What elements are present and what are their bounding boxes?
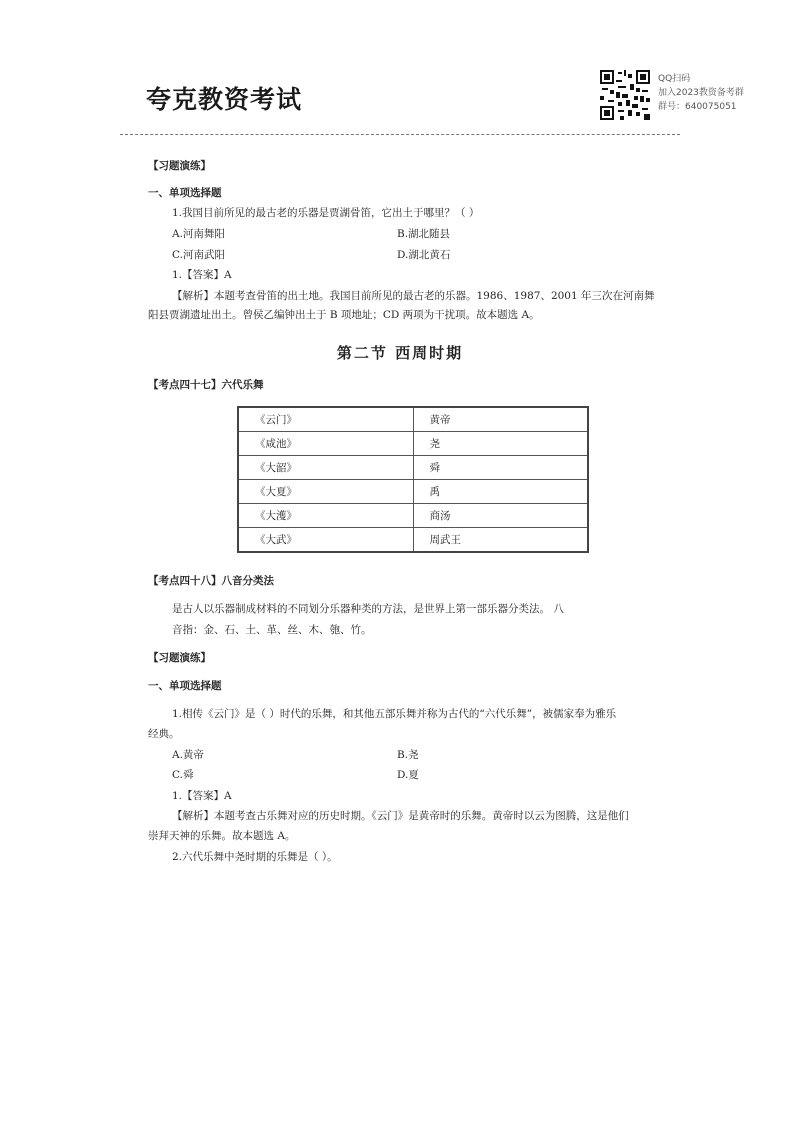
dance-name-cell: 《大武》: [238, 528, 413, 553]
dance-name-cell: 《大夏》: [238, 480, 413, 504]
key-point-47-title: 【考点四十七】六代乐舞: [148, 379, 264, 391]
option-b: B.尧: [397, 749, 419, 761]
question-type-heading-1: 一、单项选择题: [148, 187, 222, 199]
dance-name-cell: 《大韶》: [238, 456, 413, 480]
qr-caption-line2: 加入2023教资备考群: [658, 88, 744, 98]
table-row: [238, 528, 588, 553]
option-c: C.河南武阳: [172, 249, 225, 261]
dynasty-cell: 禹: [413, 480, 588, 504]
question-2-1-line1: 1.相传《云门》是（ ）时代的乐舞，和其他五部乐舞并称为古代的“六代乐舞”，被儒家奉为雅乐: [172, 708, 617, 720]
question-2-1-line2: 经典。: [148, 728, 180, 740]
key-point-48-line1: 是古人以乐器制成材料的不同划分乐器种类的方法，是世界上第一部乐器分类法。 八: [172, 603, 564, 615]
table-row: [238, 407, 588, 432]
dynasty-cell: 黄帝: [413, 407, 588, 432]
table-row: [238, 432, 588, 456]
dynasty-cell: 周武王: [413, 528, 588, 553]
option-c: C.舜: [172, 769, 194, 781]
answer-2-1: 1.【答案】A: [172, 790, 232, 802]
chapter-title: 第二节 西周时期: [336, 344, 464, 362]
explanation-1-line2: 阳县贾湖遗址出土。曾侯乙编钟出土于 B 项地址；CD 两项为干扰项。故本题选 A。: [148, 309, 540, 321]
header-divider: [120, 134, 680, 135]
dynasty-cell: 舜: [413, 456, 588, 480]
dance-name-cell: 《咸池》: [238, 432, 413, 456]
table-row: [238, 480, 588, 504]
six-dances-table: [237, 406, 589, 553]
explanation-1-line1: 【解析】本题考查骨笛的出土地。我国目前所见的最古老的乐器。1986、1987、2001 年三次在河南舞: [172, 290, 655, 302]
question-2-2: 2.六代乐舞中尧时期的乐舞是（ ）。: [172, 851, 338, 863]
answer-1: 1.【答案】A: [172, 269, 232, 281]
key-point-48-line2: 音指：金、石、土、革、丝、木、匏、竹。: [172, 624, 372, 636]
practice-heading-2: 【习题演练】: [148, 652, 211, 664]
qr-caption: [658, 72, 744, 114]
qr-caption-line3: 群号：640075051: [658, 102, 737, 112]
option-a: A.黄帝: [172, 749, 204, 761]
question-1: 1.我国目前所见的最古老的乐器是贾湖骨笛，它出土于哪里？（ ）: [172, 207, 480, 219]
brand-title: 夸克教资考试: [146, 85, 303, 114]
option-a: A.河南舞阳: [172, 228, 225, 240]
option-d: D.湖北黄石: [397, 249, 451, 261]
dynasty-cell: 商汤: [413, 504, 588, 528]
dance-name-cell: 《大濩》: [238, 504, 413, 528]
table-row: [238, 456, 588, 480]
question-type-heading-2: 一、单项选择题: [148, 680, 222, 692]
qr-code-icon: [600, 70, 650, 120]
dynasty-cell: 尧: [413, 432, 588, 456]
explanation-2-line2: 崇拜天神的乐舞。故本题选 A。: [148, 830, 296, 842]
qr-caption-line1: QQ扫码: [658, 74, 691, 84]
practice-heading-1: 【习题演练】: [148, 160, 211, 172]
option-d: D.夏: [397, 769, 419, 781]
dance-name-cell: 《云门》: [238, 407, 413, 432]
key-point-48-title: 【考点四十八】八音分类法: [148, 575, 274, 587]
option-b: B.湖北随县: [397, 228, 451, 240]
table-row: [238, 504, 588, 528]
explanation-2-line1: 【解析】本题考查古乐舞对应的历史时期。《云门》是黄帝时的乐舞。黄帝时以云为图腾，这是他们: [172, 810, 629, 822]
